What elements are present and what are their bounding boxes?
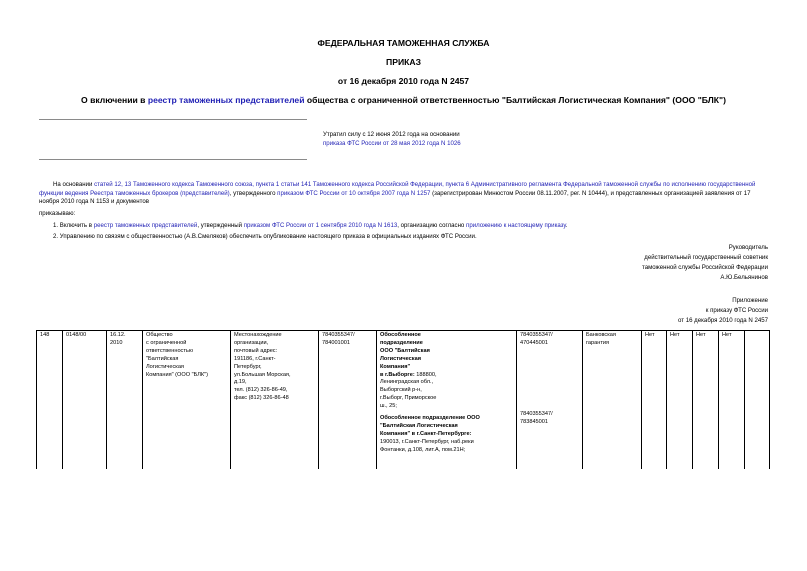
signature-title: Руководитель (728, 244, 768, 251)
preamble-code-link[interactable]: статей 12, 13 Таможенного кодекса Таможенного союза, пункта 1 статьи 141 Таможенного кодекса Российской Федерации, пункта 6 Административного регламента Федеральной таможенной службы по исполнению государственной функции ведения Реестра таможенных брокеров (представителей) (39, 181, 756, 197)
cell-inn-kpp-text: 7840355347/ 784001001 (322, 332, 355, 346)
divider-top (39, 119, 307, 120)
doc-type: ПРИКАЗ (386, 57, 421, 67)
appendix-label: Приложение (732, 297, 768, 304)
item1-mid2: , организацию согласно (397, 222, 467, 229)
item-1 (53, 222, 770, 231)
doc-date-number: от 16 декабря 2010 года N 2457 (337, 76, 470, 86)
signature-name: А.Ю.Бельянинов (720, 274, 768, 281)
branch2-name: Обособленное подразделение ООО "Балтийская Логистическая Компания" в г.Санкт-Петербурге: (380, 415, 480, 437)
appendix-date: от 16 декабря 2010 года N 2457 (677, 317, 768, 324)
order-word: приказываю: (39, 210, 76, 217)
cell-no-3 (693, 331, 719, 470)
cell-guarantee (583, 331, 642, 470)
branch2-inn: 7840355347/ 783845001 (520, 410, 553, 425)
preamble (39, 181, 770, 207)
cell-num-text: 148 (40, 332, 50, 338)
cell-date-text: 16.12. 2010 (110, 332, 126, 346)
preamble-start: На основании (53, 181, 95, 188)
cell-inn-kpp (319, 331, 377, 470)
cell-no-1-text: Нет (645, 332, 655, 338)
branch2-address: 190013, г.Санкт-Петербург, наб.реки Фонтанки, д.108, лит.А, пом.21Н; (380, 438, 474, 453)
table-row (37, 331, 770, 470)
cell-address (231, 331, 319, 470)
cell-num (37, 331, 63, 470)
registry-table (36, 330, 770, 469)
item1-start: 1. Включить в (53, 222, 94, 229)
item1-order-link[interactable]: приказом ФТС России от 1 сентября 2010 года N 1613 (243, 222, 398, 229)
title-suffix: общества с ограниченной ответственностью "Балтийская Логистическая Компания" (ООО "БЛК") (304, 95, 726, 105)
title-registry-link[interactable]: реестр таможенных представителей (147, 95, 305, 105)
item1-registry-link[interactable]: реестр таможенных представителей (93, 222, 198, 229)
preamble-order-link[interactable]: приказом ФТС России от 10 октября 2007 года N 1257 (277, 189, 431, 197)
cell-reg-num-text: 0148/00 (66, 332, 87, 338)
signature-rank: действительный государственный советник (644, 254, 768, 261)
cell-branch-inn (517, 331, 583, 470)
title-prefix: О включении в (81, 95, 148, 105)
cell-org-name (143, 331, 231, 470)
cell-no-1 (642, 331, 667, 470)
divider-bottom (39, 159, 307, 160)
cell-no-3-text: Нет (696, 332, 706, 338)
signature-service: таможенной службы Российской Федерации (642, 264, 768, 271)
appendix-block (678, 296, 768, 326)
item-2: 2. Управлению по связям с общественностью (А.В.Смеляков) обеспечить опубликование настоящего приказа в официальных изданиях ФТС России. (53, 233, 477, 240)
cell-date (107, 331, 143, 470)
cell-guarantee-text: Банковская гарантия (586, 332, 616, 346)
cell-org-name-text: Общество с ограниченной ответственностью "Балтийская Логистическая Компания" (ООО "БЛК") (146, 332, 209, 378)
cell-reg-num (63, 331, 107, 470)
item1-end: . (565, 222, 568, 229)
signature-block (642, 243, 768, 283)
appendix-ref: к приказу ФТС России (705, 307, 768, 314)
preamble-end: (зарегистрирован Минюстом России 08.11.2007, рег. N 10444), и представленных организацией заявления от 17 ноября 2010 года N 1153 и документов (39, 189, 751, 206)
cell-no-2-text: Нет (670, 332, 680, 338)
cell-branches (377, 331, 517, 470)
preamble-mid: , утвержденного (229, 189, 278, 197)
status-repeal-link[interactable]: приказа ФТС России от 28 мая 2012 года N 1026 (323, 140, 461, 147)
doc-title (0, 95, 807, 105)
branch1-inn: 7840355347/ 470445001 (520, 332, 553, 346)
cell-address-text: Местонахождение организации, почтовый адрес: 191186, г.Санкт- Петербург, ул.Большая Морская, д.19, тел. (812) 326-86-49, факс (812) 326-86-48 (234, 332, 291, 402)
cell-no-4-text: Нет (722, 332, 732, 338)
cell-no-4 (719, 331, 745, 470)
cell-no-2 (667, 331, 693, 470)
branch1-name: Обособленное подразделение ООО "Балтийская Логистическая Компания" в г.Выборге: (380, 332, 430, 378)
status-line: Утратил силу с 12 июня 2012 года на основании (323, 131, 460, 138)
item1-mid: , утвержденный (197, 222, 244, 229)
cell-empty (745, 331, 770, 470)
item1-appendix-link[interactable]: приложению к настоящему приказу (466, 222, 566, 229)
agency-name: ФЕДЕРАЛЬНАЯ ТАМОЖЕННАЯ СЛУЖБА (317, 38, 490, 48)
branch1-address: 188800, Ленинградская обл., Выборгский р-н, г.Выборг, Приморское ш., 25; (380, 371, 437, 410)
